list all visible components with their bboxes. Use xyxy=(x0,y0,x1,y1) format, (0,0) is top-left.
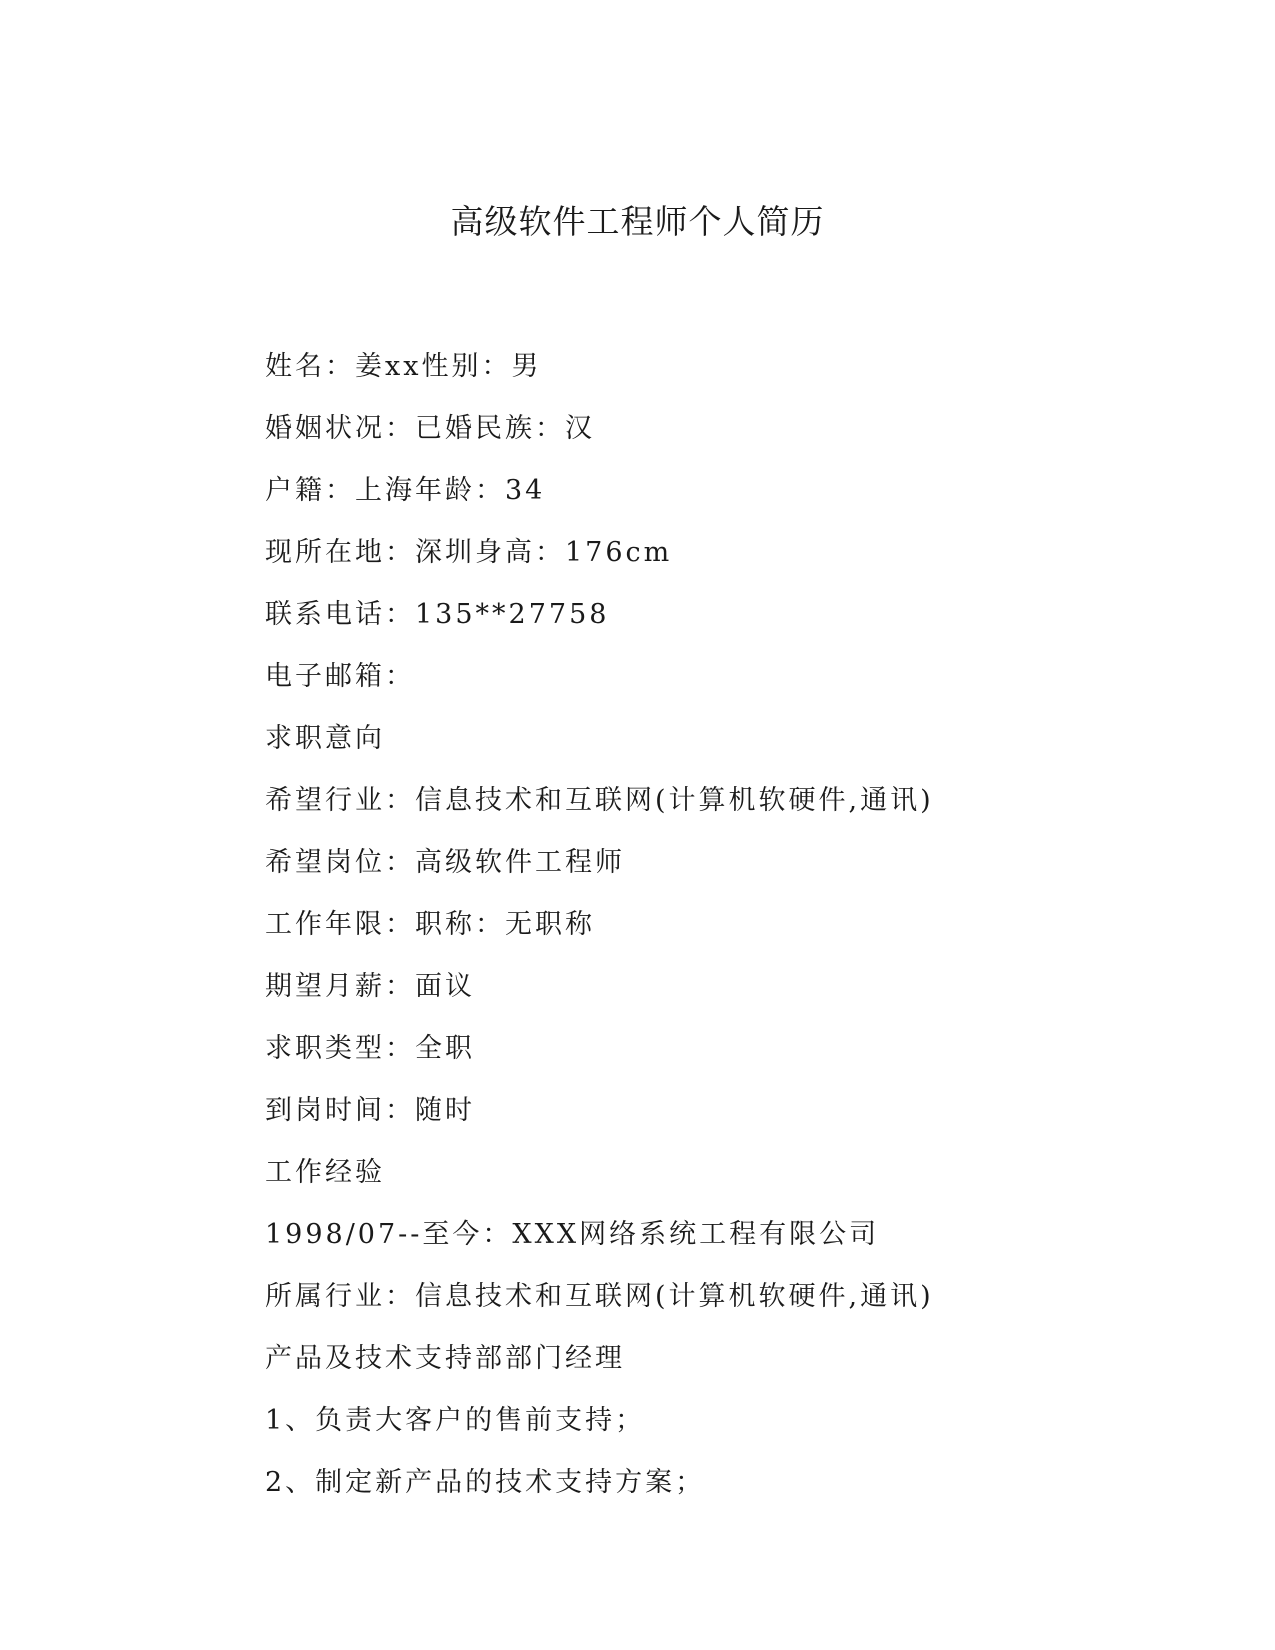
section-heading-job-intention: 求职意向 xyxy=(265,723,385,754)
list-item-duty-1: 1、负责大客户的售前支持； xyxy=(265,1405,646,1436)
document-title: 高级软件工程师个人简历 xyxy=(450,202,825,241)
line-job-type: 求职类型：全职 xyxy=(265,1033,475,1064)
line-name-gender: 姓名：姜xx性别：男 xyxy=(265,351,542,382)
line-desired-industry: 希望行业：信息技术和互联网(计算机软硬件,通讯) xyxy=(265,785,934,816)
line-availability: 到岗时间：随时 xyxy=(265,1095,475,1126)
line-hukou-age: 户籍：上海年龄：34 xyxy=(265,475,546,506)
line-phone: 联系电话：135**27758 xyxy=(265,599,610,630)
line-desired-position: 希望岗位：高级软件工程师 xyxy=(265,847,625,878)
line-marital-ethnicity: 婚姻状况：已婚民族：汉 xyxy=(265,413,595,444)
line-industry: 所属行业：信息技术和互联网(计算机软硬件,通讯) xyxy=(265,1281,934,1312)
line-expected-salary: 期望月薪：面议 xyxy=(265,971,475,1002)
section-heading-work-experience: 工作经验 xyxy=(265,1157,385,1188)
line-location-height: 现所在地：深圳身高：176cm xyxy=(265,537,673,568)
line-email: 电子邮箱： xyxy=(265,661,415,692)
line-employment-period: 1998/07--至今：XXX网络系统工程有限公司 xyxy=(265,1219,880,1250)
line-years-title: 工作年限：职称：无职称 xyxy=(265,909,595,940)
list-item-duty-2: 2、制定新产品的技术支持方案； xyxy=(265,1467,706,1498)
resume-body xyxy=(265,336,1165,1514)
line-role: 产品及技术支持部部门经理 xyxy=(265,1343,625,1374)
